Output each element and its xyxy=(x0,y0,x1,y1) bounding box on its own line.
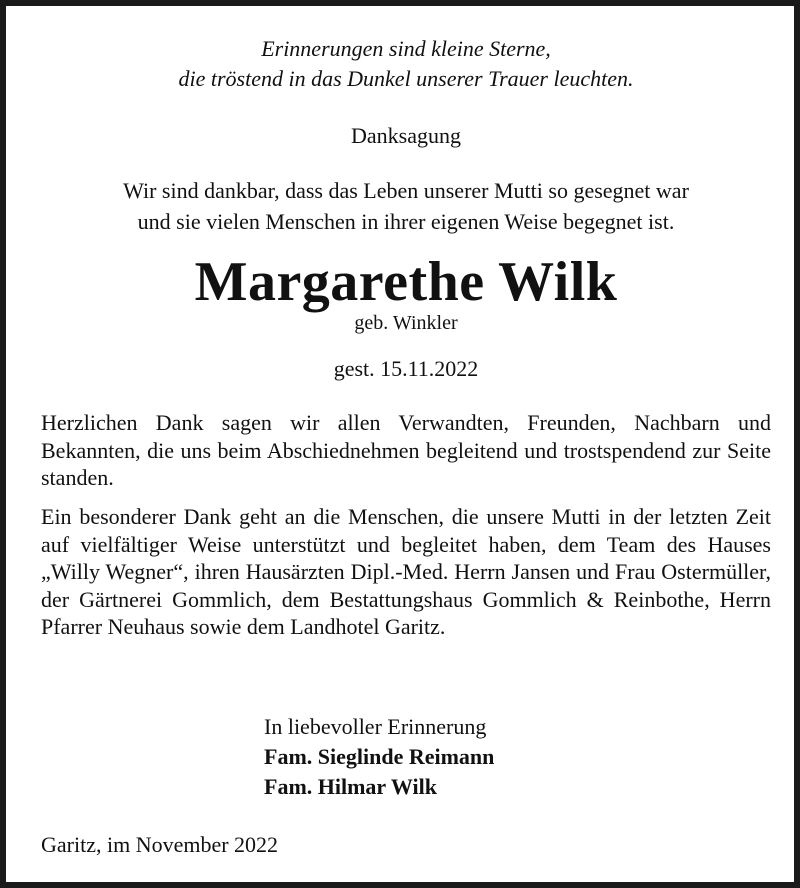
heading-danksagung: Danksagung xyxy=(351,123,461,148)
thanks-paragraph-2: Ein besonderer Dank geht an die Menschen, die unsere Mutti in der letzten Zeit auf vielfältiger Weise unterstützt und begleitet haben, dem Team des Hauses „Willy Wegner“, ihren Hausärzten Dipl.-Med. Herrn Jansen und Frau Ostermüller, der Gärtnerei Gommlich, dem Bestattungshaus Gommlich & Reinbothe, Herrn Pfarrer Neuhaus sowie dem Landhotel Garitz. xyxy=(41,504,771,639)
deceased-name: Margarethe Wilk xyxy=(194,251,618,313)
death-date: gest. 15.11.2022 xyxy=(333,356,479,381)
signature-family-1: Fam. Sieglinde Reimann xyxy=(264,744,495,769)
signature-family-2: Fam. Hilmar Wilk xyxy=(264,774,437,799)
signature-closing: In liebevoller Erinnerung xyxy=(264,714,487,739)
motto-line-1: Erinnerungen sind kleine Sterne, xyxy=(261,36,551,61)
intro-line-1: Wir sind dankbar, dass das Leben unserer Mutti so gesegnet war xyxy=(123,178,689,203)
motto-line-2: die tröstend in das Dunkel unserer Trauer leuchten. xyxy=(178,66,634,91)
birth-name: geb. Winkler xyxy=(354,312,458,334)
thanks-paragraph-1: Herzlichen Dank sagen wir allen Verwandten, Freunden, Nachbarn und Bekannten, die uns beim Abschiednehmen begleitend und trostspendend zur Seite standen. xyxy=(41,410,771,490)
place-date: Garitz, im November 2022 xyxy=(41,832,279,857)
intro-line-2: und sie vielen Menschen in ihrer eigenen Weise begegnet ist. xyxy=(137,209,675,234)
